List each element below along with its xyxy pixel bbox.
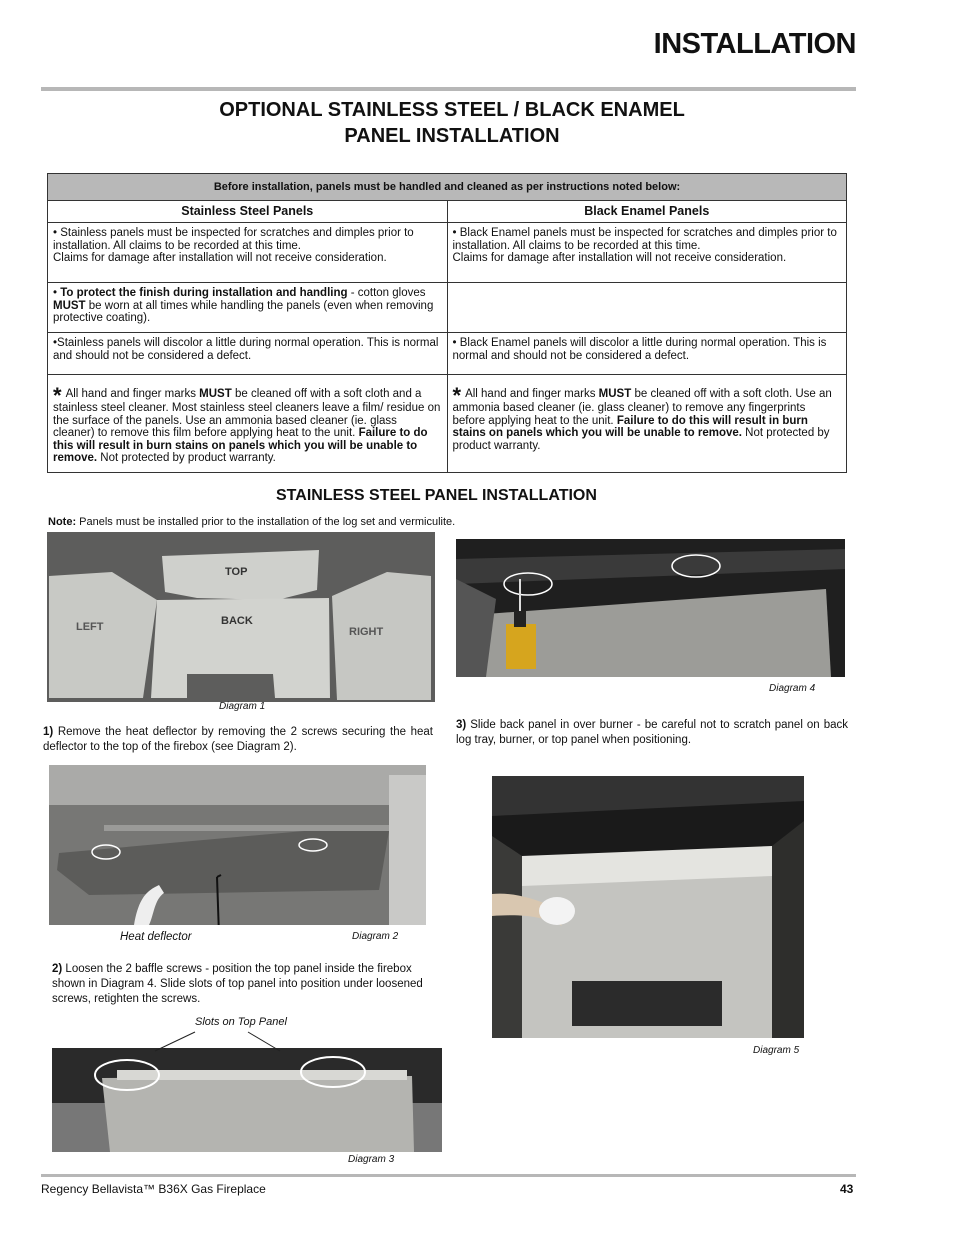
diagram5-caption: Diagram 5	[753, 1045, 800, 1056]
diagram1-caption: Diagram 1	[219, 701, 266, 712]
cell-enamel-empty	[447, 283, 847, 333]
asterisk-icon: *	[53, 383, 62, 408]
main-title-line2: PANEL INSTALLATION	[344, 125, 560, 147]
diagram3-caption: Diagram 3	[348, 1154, 395, 1165]
diagram2-callout: Heat deflector	[120, 931, 192, 943]
cell-stainless-cleaning: * All hand and finger marks MUST be cleaned off with a soft cloth and a stainless steel cleaner. Most stainless steel cleaners leave a film/ residue on the surface of the panels. Use an ammonia based cleaner (ie. glass cleaner) to remove this film before applying heat to the unit. Failure to do this will result in burn stains on panels which you will be unable to remove. Not protected by product warranty.	[48, 375, 448, 473]
diagram1-label-right: RIGHT	[349, 626, 384, 638]
page-header-title: INSTALLATION	[653, 28, 856, 60]
section-title: STAINLESS STEEL PANEL INSTALLATION	[276, 487, 597, 504]
step3-text: 3) Slide back panel in over burner - be careful not to scratch panel on back log tray, burner, or top panel when positioning.	[456, 719, 848, 746]
cell-stainless-inspection: • Stainless panels must be inspected for scratches and dimples prior to installation. All claims to be recorded at this time. Claims for damage after installation will not receive consideration.	[48, 223, 448, 283]
diagram4-photo	[456, 539, 845, 677]
diagram3-callout-lines	[150, 1030, 300, 1052]
page-number: 43	[840, 1182, 854, 1196]
diagram1-label-left: LEFT	[76, 621, 104, 633]
diagram5-photo	[492, 776, 804, 1038]
diagram1-label-top: TOP	[225, 566, 248, 578]
diagram4-caption: Diagram 4	[769, 683, 816, 694]
diagram1-label-back: BACK	[221, 615, 253, 627]
diagram3-photo	[52, 1048, 442, 1152]
step2-text: 2) Loosen the 2 baffle screws - position the top panel inside the firebox shown in Diagram 4. Slide slots of top panel into position under loosened screws, retighten the screws.	[52, 963, 423, 1005]
cell-enamel-discolor: • Black Enamel panels will discolor a little during normal operation. This is normal and should not be considered a defect.	[447, 333, 847, 375]
diagram2-photo	[49, 765, 426, 925]
install-note: Note: Panels must be installed prior to the installation of the log set and vermiculite.	[48, 516, 456, 528]
cell-enamel-inspection: • Black Enamel panels must be inspected for scratches and dimples prior to installation. All claims to be recorded at this time. Claims for damage after installation will not receive consideration.	[447, 223, 847, 283]
main-title-line1: OPTIONAL STAINLESS STEEL / BLACK ENAMEL	[219, 99, 685, 121]
step1-text: 1) Remove the heat deflector by removing the 2 screws securing the heat deflector to the top of the firebox (see Diagram 2).	[43, 726, 433, 753]
main-title	[0, 97, 954, 149]
panel-handling-table	[47, 173, 847, 473]
footer-product-name: Regency Bellavista™ B36X Gas Fireplace	[41, 1182, 266, 1196]
diagram3-callout: Slots on Top Panel	[195, 1016, 287, 1028]
col-header-stainless: Stainless Steel Panels	[48, 201, 448, 223]
header-divider	[41, 87, 856, 91]
col-header-enamel: Black Enamel Panels	[447, 201, 847, 223]
diagram2-caption: Diagram 2	[352, 931, 399, 942]
table-banner: Before installation, panels must be handled and cleaned as per instructions noted below:	[48, 174, 847, 201]
cell-stainless-discolor: •Stainless panels will discolor a little during normal operation. This is normal and should not be considered a defect.	[48, 333, 448, 375]
asterisk-icon: *	[452, 383, 462, 408]
footer-divider	[41, 1174, 856, 1177]
cell-stainless-gloves: • To protect the finish during installation and handling - cotton gloves MUST be worn at all times while handling the panels (even when removing protective coating).	[48, 283, 448, 333]
cell-enamel-cleaning: * All hand and finger marks MUST be cleaned off with a soft cloth. Use an ammonia based cleaner (ie. glass cleaner) to remove any fingerprints before applying heat to the unit. Failure to do this will result in burn stains on panels which you will be unable to remove. Not protected by product warranty.	[447, 375, 847, 473]
